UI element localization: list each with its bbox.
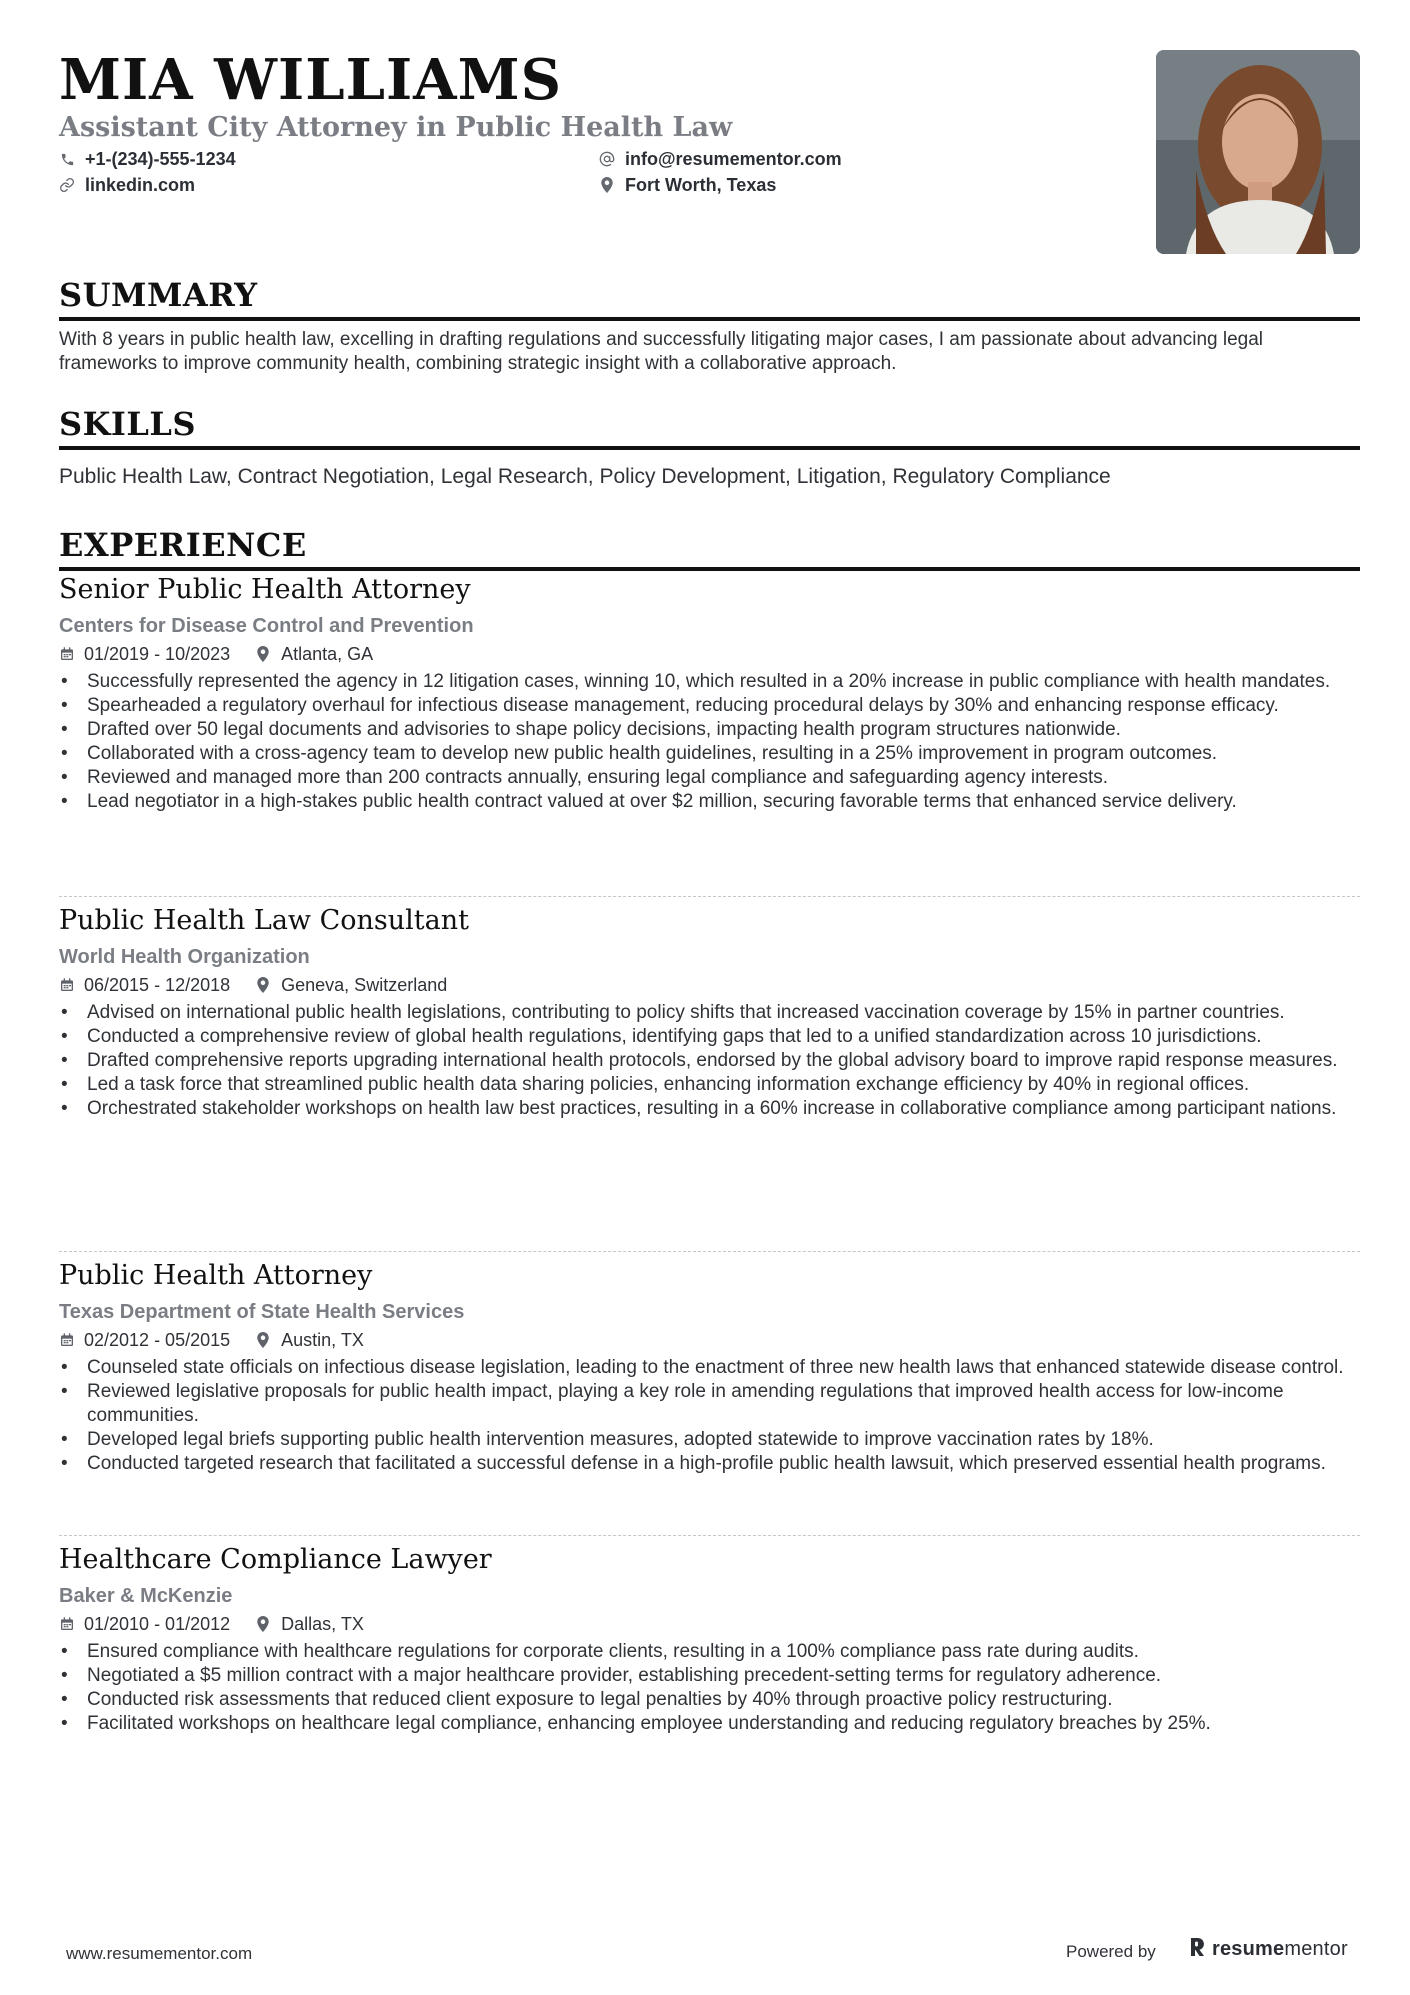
profile-photo xyxy=(1156,50,1360,254)
job-meta xyxy=(59,642,1360,666)
calendar-icon xyxy=(59,1332,75,1348)
calendar-icon xyxy=(59,1616,75,1632)
job-company: Baker & McKenzie xyxy=(59,1585,233,1607)
location-text: Fort Worth, Texas xyxy=(625,175,777,195)
job-meta xyxy=(59,973,1360,997)
job-bullet: • Lead negotiator in a high-stakes public health contract valued at over $2 million, securing favorable terms that enhanced service delivery. xyxy=(59,790,1360,814)
map-pin-icon xyxy=(256,1616,272,1632)
job-title: Senior Public Health Attorney xyxy=(59,574,471,605)
job-title: Healthcare Compliance Lawyer xyxy=(59,1544,492,1575)
experience-entry xyxy=(59,1542,1360,1736)
job-bullet: • Conducted a comprehensive review of global health regulations, identifying gaps that led to a unified standardization across 10 jurisdictions. xyxy=(59,1025,1360,1049)
job-dates-text: 02/2012 - 05/2015 xyxy=(84,1330,231,1350)
job-bullet: • Drafted comprehensive reports upgrading international health protocols, endorsed by the global advisory board to improve rapid response measures. xyxy=(59,1049,1360,1073)
job-dates-text: 06/2015 - 12/2018 xyxy=(84,975,231,995)
email-text[interactable]: info@resumementor.com xyxy=(625,149,842,169)
contact-email[interactable] xyxy=(599,147,842,171)
job-location-text: Geneva, Switzerland xyxy=(281,975,448,995)
job-bullet: • Successfully represented the agency in 12 litigation cases, winning 10, which resulted in a 20% increase in public compliance with health mandates. xyxy=(59,670,1360,694)
job-dates-text: 01/2019 - 10/2023 xyxy=(84,644,231,664)
candidate-headline: Assistant City Attorney in Public Health Law xyxy=(59,112,733,143)
job-company: Texas Department of State Health Services xyxy=(59,1301,465,1323)
job-bullet: • Conducted targeted research that facilitated a successful defense in a high-profile public health lawsuit, which preserved essential health programs. xyxy=(59,1452,1360,1476)
job-bullet: • Led a task force that streamlined public health data sharing policies, enhancing information exchange efficiency by 40% in regional offices. xyxy=(59,1073,1360,1097)
job-bullet: • Reviewed and managed more than 200 contracts annually, ensuring legal compliance and safeguarding agency interests. xyxy=(59,766,1360,790)
job-location-text: Atlanta, GA xyxy=(281,644,374,664)
link-icon xyxy=(59,177,75,193)
at-sign-icon xyxy=(599,151,615,167)
summary-heading: SUMMARY xyxy=(59,275,1360,321)
job-location-text: Dallas, TX xyxy=(281,1614,364,1634)
job-title: Public Health Attorney xyxy=(59,1260,373,1291)
experience-entry xyxy=(59,1258,1360,1476)
job-meta xyxy=(59,1612,1360,1636)
job-location xyxy=(256,642,373,666)
map-pin-icon xyxy=(599,177,615,193)
job-dates xyxy=(59,642,230,666)
brand-light-text: mentor xyxy=(1284,1938,1348,1960)
job-dates xyxy=(59,1328,230,1352)
job-bullet: • Advised on international public health legislations, contributing to policy shifts that increased vaccination coverage by 15% in partner countries. xyxy=(59,1001,1360,1025)
linkedin-text[interactable]: linkedin.com xyxy=(85,175,196,195)
calendar-icon xyxy=(59,646,75,662)
job-title: Public Health Law Consultant xyxy=(59,905,469,936)
job-bullet: • Ensured compliance with healthcare regulations for corporate clients, resulting in a 100% compliance pass rate during audits. xyxy=(59,1640,1360,1664)
map-pin-icon xyxy=(256,646,272,662)
contact-location xyxy=(599,173,776,197)
job-bullet: • Spearheaded a regulatory overhaul for infectious disease management, reducing procedural delays by 30% and enhancing response efficacy. xyxy=(59,694,1360,718)
resumementor-logo-icon xyxy=(1188,1936,1206,1963)
candidate-name: MIA WILLIAMS xyxy=(59,47,563,113)
job-bullet: • Conducted risk assessments that reduced client exposure to legal penalties by 40% through proactive policy restructuring. xyxy=(59,1688,1360,1712)
job-bullets xyxy=(59,1001,1360,1121)
experience-heading: EXPERIENCE xyxy=(59,525,1360,571)
job-meta xyxy=(59,1328,1360,1352)
calendar-icon xyxy=(59,977,75,993)
job-bullet: • Drafted over 50 legal documents and advisories to shape policy decisions, impacting health program structures nationwide. xyxy=(59,718,1360,742)
job-company: World Health Organization xyxy=(59,946,310,968)
job-bullets xyxy=(59,1356,1360,1476)
job-location xyxy=(256,973,447,997)
resumementor-logo[interactable] xyxy=(1188,1936,1348,1963)
job-location xyxy=(256,1612,364,1636)
entry-divider xyxy=(59,896,1360,897)
map-pin-icon xyxy=(256,977,272,993)
entry-divider xyxy=(59,1535,1360,1536)
job-location-text: Austin, TX xyxy=(281,1330,364,1350)
job-bullet: • Developed legal briefs supporting public health intervention measures, adopted statewide to improve vaccination rates by 18%. xyxy=(59,1428,1360,1452)
job-bullet: • Negotiated a $5 million contract with a major healthcare provider, establishing precedent-setting terms for regulatory adherence. xyxy=(59,1664,1360,1688)
skills-text: Public Health Law, Contract Negotiation, Legal Research, Policy Development, Litigation, Regulatory Compliance xyxy=(59,465,1111,488)
skills-heading: SKILLS xyxy=(59,404,1360,450)
job-bullets xyxy=(59,670,1360,814)
entry-divider xyxy=(59,1251,1360,1252)
footer-powered-by: Powered by xyxy=(1066,1942,1156,1961)
phone-icon xyxy=(59,151,75,167)
brand-bold-text: resume xyxy=(1212,1938,1285,1960)
job-bullet: • Facilitated workshops on healthcare legal compliance, enhancing employee understanding and reducing regulatory breaches by 25%. xyxy=(59,1712,1360,1736)
job-dates-text: 01/2010 - 01/2012 xyxy=(84,1614,231,1634)
job-bullet: • Counseled state officials on infectious disease legislation, leading to the enactment of three new health laws that enhanced statewide disease control. xyxy=(59,1356,1360,1380)
job-dates xyxy=(59,973,230,997)
job-bullet: • Orchestrated stakeholder workshops on health law best practices, resulting in a 60% increase in collaborative compliance among participant nations. xyxy=(59,1097,1360,1121)
experience-entry xyxy=(59,903,1360,1121)
job-location xyxy=(256,1328,364,1352)
footer-website-link[interactable]: www.resumementor.com xyxy=(66,1944,253,1963)
experience-entry xyxy=(59,572,1360,814)
summary-text: With 8 years in public health law, excelling in drafting regulations and successfully litigating major cases, I am passionate about advancing legal frameworks to improve community health, combining strategic insight with a collaborative approach. xyxy=(59,329,1264,374)
phone-text: +1-(234)-555-1234 xyxy=(85,149,236,169)
job-bullet: • Reviewed legislative proposals for public health impact, playing a key role in amending regulations that improved health access for low-income communities. xyxy=(59,1380,1360,1428)
job-company: Centers for Disease Control and Prevention xyxy=(59,615,474,637)
map-pin-icon xyxy=(256,1332,272,1348)
job-dates xyxy=(59,1612,230,1636)
job-bullet: • Collaborated with a cross-agency team to develop new public health guidelines, resulting in a 25% improvement in program outcomes. xyxy=(59,742,1360,766)
resumementor-brand xyxy=(1212,1938,1348,1961)
contact-phone xyxy=(59,147,236,171)
job-bullets xyxy=(59,1640,1360,1736)
contact-linkedin[interactable] xyxy=(59,173,195,197)
